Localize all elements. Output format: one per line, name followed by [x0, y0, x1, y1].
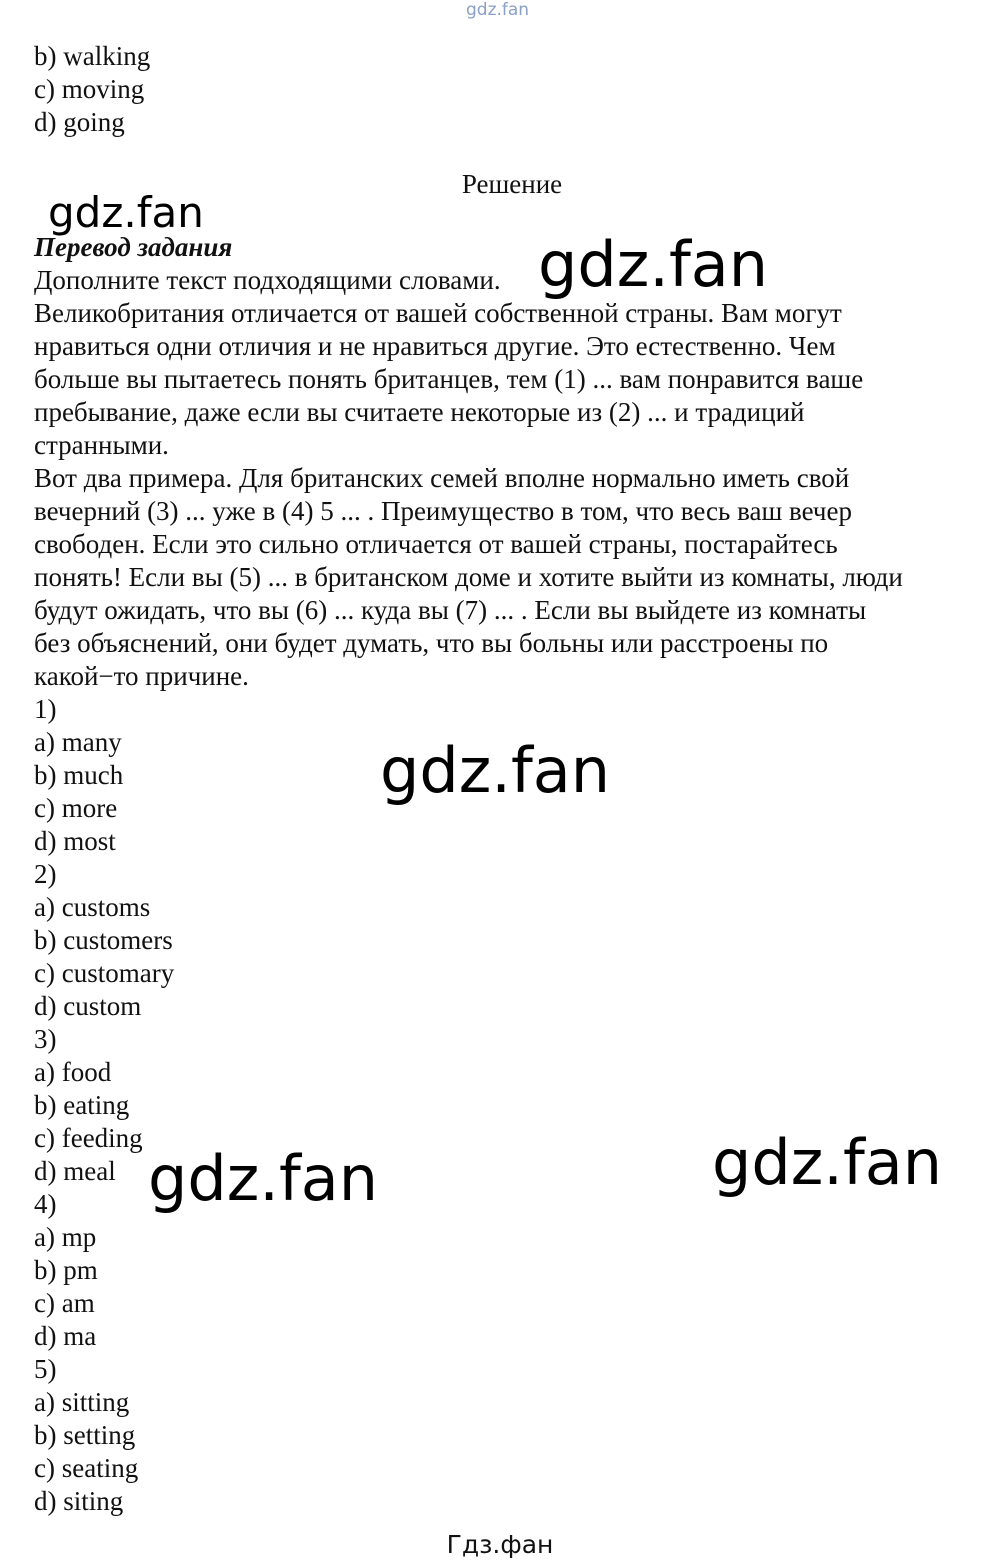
question-2-option-a: a) customs: [34, 892, 151, 922]
question-5-option-c: c) seating: [34, 1453, 139, 1483]
paragraph-line: вечерний (3) ... уже в (4) 5 ... . Преимущество в том, что весь ваш вечер: [34, 496, 852, 526]
paragraph-line: какой−то причине.: [34, 661, 249, 691]
solution-title: Решение: [461, 169, 563, 199]
paragraph-line: понять! Если вы (5) ... в британском доме и хотите выйти из комнаты, люди: [34, 562, 903, 592]
question-5-option-d: d) siting: [34, 1486, 124, 1516]
watermark: gdz.fan: [538, 228, 769, 301]
question-2-option-c: c) customary: [34, 958, 175, 988]
watermark: gdz.fan: [48, 188, 204, 237]
paragraph-line: будут ожидать, что вы (6) ... куда вы (7) ... . Если вы выйдете из комнаты: [34, 595, 867, 625]
question-1-option-c: c) more: [34, 793, 118, 823]
question-1-option-a: a) many: [34, 727, 122, 757]
question-1-option-d: d) most: [34, 826, 116, 856]
translation-heading: Перевод задания: [34, 232, 233, 262]
paragraph-line: пребывание, даже если вы считаете некоторые из (2) ... и традиций: [34, 397, 805, 427]
paragraph-line: свободен. Если это сильно отличается от вашей страны, постарайтесь: [34, 529, 838, 559]
paragraph-line: Дополните текст подходящими словами.: [34, 265, 501, 295]
question-number-3: 3): [34, 1024, 57, 1054]
watermark: gdz.fan: [380, 734, 611, 807]
footer-site-name: Гдз.фан: [446, 1530, 554, 1559]
top-option-b: b) walking: [34, 41, 151, 71]
question-1-option-b: b) much: [34, 760, 124, 790]
question-4-option-b: b) pm: [34, 1255, 98, 1285]
question-3-option-c: c) feeding: [34, 1123, 143, 1153]
question-number-5: 5): [34, 1354, 57, 1384]
question-5-option-a: a) sitting: [34, 1387, 130, 1417]
question-2-option-d: d) custom: [34, 991, 142, 1021]
paragraph-line: нравиться одни отличия и не нравиться другие. Это естественно. Чем: [34, 331, 836, 361]
question-4-option-d: d) ma: [34, 1321, 97, 1351]
question-4-option-c: c) am: [34, 1288, 95, 1318]
top-option-c: c) moving: [34, 74, 145, 104]
question-number-4: 4): [34, 1189, 57, 1219]
question-4-option-a: a) mp: [34, 1222, 97, 1252]
top-option-d: d) going: [34, 107, 125, 137]
paragraph-line: больше вы пытаетесь понять британцев, тем (1) ... вам понравится ваше: [34, 364, 864, 394]
watermark-top: gdz.fan: [466, 0, 530, 20]
question-number-2: 2): [34, 859, 57, 889]
paragraph-line: без объяснений, они будет думать, что вы больны или расстроены по: [34, 628, 829, 658]
paragraph-line: странными.: [34, 430, 169, 460]
question-3-option-a: a) food: [34, 1057, 112, 1087]
paragraph-line: Великобритания отличается от вашей собственной страны. Вам могут: [34, 298, 842, 328]
paragraph-line: Вот два примера. Для британских семей вполне нормально иметь свой: [34, 463, 850, 493]
watermark: gdz.fan: [148, 1142, 379, 1215]
question-2-option-b: b) customers: [34, 925, 173, 955]
question-3-option-d: d) meal: [34, 1156, 116, 1186]
watermark: gdz.fan: [712, 1126, 943, 1199]
question-number-1: 1): [34, 694, 57, 724]
question-5-option-b: b) setting: [34, 1420, 136, 1450]
question-3-option-b: b) eating: [34, 1090, 130, 1120]
